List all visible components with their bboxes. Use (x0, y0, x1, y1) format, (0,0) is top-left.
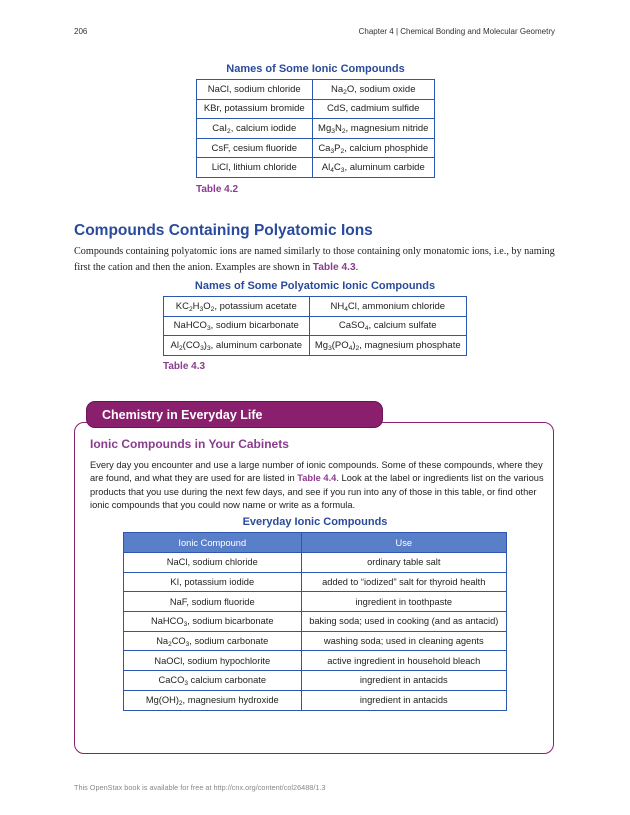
table-cell: NaHCO$_3$, sodium bicarbonate (164, 316, 310, 336)
table-row (124, 631, 507, 651)
table-4-3 (163, 296, 467, 356)
table-4-4-link[interactable]: Table 4.4 (297, 473, 337, 484)
table-cell: ingredient in antacids (301, 690, 506, 710)
table-cell: $Na_2CO_3$, sodium carbonate (124, 631, 302, 651)
table-row (124, 553, 507, 573)
table-4-2 (196, 79, 435, 178)
table-cell: ingredient in antacids (301, 671, 506, 691)
table-cell: active ingredient in household bleach (301, 651, 506, 671)
table-4-4 (123, 532, 507, 711)
footer-text: This OpenStax book is available for free at http://cnx.org/content/col26488/1.3 (74, 783, 326, 792)
table-4-4-caption: Everyday Ionic Compounds (242, 516, 388, 528)
table-4-2-label: Table 4.2 (196, 184, 239, 195)
table-cell: CaSO$_4$, calcium sulfate (309, 316, 466, 336)
table-cell: CdS, cadmium sulfide (312, 99, 435, 119)
table-row (197, 158, 435, 178)
table-cell: $Al_4C_3$, aluminum carbide (312, 158, 435, 178)
table-row (124, 612, 507, 632)
column-header-use: Use (301, 533, 506, 553)
table-cell: ingredient in toothpaste (301, 592, 506, 612)
table-cell: NaCl, sodium chloride (197, 80, 313, 100)
table-row (164, 316, 467, 336)
table-row (124, 651, 507, 671)
feature-paragraph (90, 459, 545, 512)
column-header-compound: Ionic Compound (124, 533, 302, 553)
table-row (164, 336, 467, 356)
table-cell: $NH_4Cl$, ammonium chloride (309, 297, 466, 317)
table-cell: $Mg(OH)_2$, magnesium hydroxide (124, 690, 302, 710)
table-cell: $Mg_3N_2$, magnesium nitride (312, 119, 435, 139)
table-cell: CaCO$_3$ calcium carbonate (124, 671, 302, 691)
table-cell: washing soda; used in cleaning agents (301, 631, 506, 651)
table-row (197, 99, 435, 119)
feature-text: Every day you encounter and use a large number of ionic compounds. Some of these compounds, where they are found, and what they are used for are listed in (90, 460, 543, 484)
table-cell: CsF, cesium fluoride (197, 138, 313, 158)
table-cell: NaCl, sodium chloride (124, 553, 302, 573)
table-4-3-link[interactable]: Table 4.3 (312, 262, 356, 273)
table-row (164, 297, 467, 317)
paragraph-text: Compounds containing polyatomic ions are named similarly to those containing only monatomic ions, i.e., by naming first the cation and then the anion. Examples are shown in (74, 246, 555, 273)
table-row (124, 592, 507, 612)
table-4-3-label: Table 4.3 (163, 361, 206, 372)
table-4-3-caption: Names of Some Polyatomic Ionic Compounds (194, 280, 436, 292)
table-cell: $Al_2(CO_3)_3$, aluminum carbonate (164, 336, 310, 356)
table-4-2-caption: Names of Some Ionic Compounds (226, 63, 405, 75)
table-cell: LiCl, lithium chloride (197, 158, 313, 178)
table-cell: NaF, sodium fluoride (124, 592, 302, 612)
table-cell: KBr, potassium bromide (197, 99, 313, 119)
table-row (197, 138, 435, 158)
section-paragraph (74, 244, 556, 276)
table-cell: NaHCO$_3$, sodium bicarbonate (124, 612, 302, 632)
table-cell: KI, potassium iodide (124, 572, 302, 592)
table-cell: NaOCl, sodium hypochlorite (124, 651, 302, 671)
table-row (197, 119, 435, 139)
table-cell: baking soda; used in cooking (and as antacid) (301, 612, 506, 632)
table-header-row (124, 533, 507, 553)
feature-title: Ionic Compounds in Your Cabinets (90, 437, 289, 451)
running-head: Chapter 4 | Chemical Bonding and Molecular Geometry (358, 27, 555, 36)
table-cell: added to “iodized” salt for thyroid health (301, 572, 506, 592)
paragraph-end: . (355, 262, 359, 273)
table-cell: $Na_2O$, sodium oxide (312, 80, 435, 100)
page-number: 206 (74, 27, 88, 36)
section-heading: Compounds Containing Polyatomic Ions (74, 222, 373, 239)
feature-text-end: . Look at the label or ingredients list on the various products that you use during the next few days, and see if you run into any of those in this table, or find other ionic compounds that you could now name or write as a formula. (90, 473, 544, 510)
table-row (124, 572, 507, 592)
table-row (124, 671, 507, 691)
table-row (197, 80, 435, 100)
table-cell: CaI$_2$, calcium iodide (197, 119, 313, 139)
table-cell: $Ca_3P_2$, calcium phosphide (312, 138, 435, 158)
feature-tab-title: Chemistry in Everyday Life (102, 408, 263, 422)
table-cell: $KC_2H_3O_2$, potassium acetate (164, 297, 310, 317)
feature-tab (86, 401, 383, 428)
table-row (124, 690, 507, 710)
table-cell: $Mg_3(PO_4)_2$, magnesium phosphate (309, 336, 466, 356)
table-cell: ordinary table salt (301, 553, 506, 573)
